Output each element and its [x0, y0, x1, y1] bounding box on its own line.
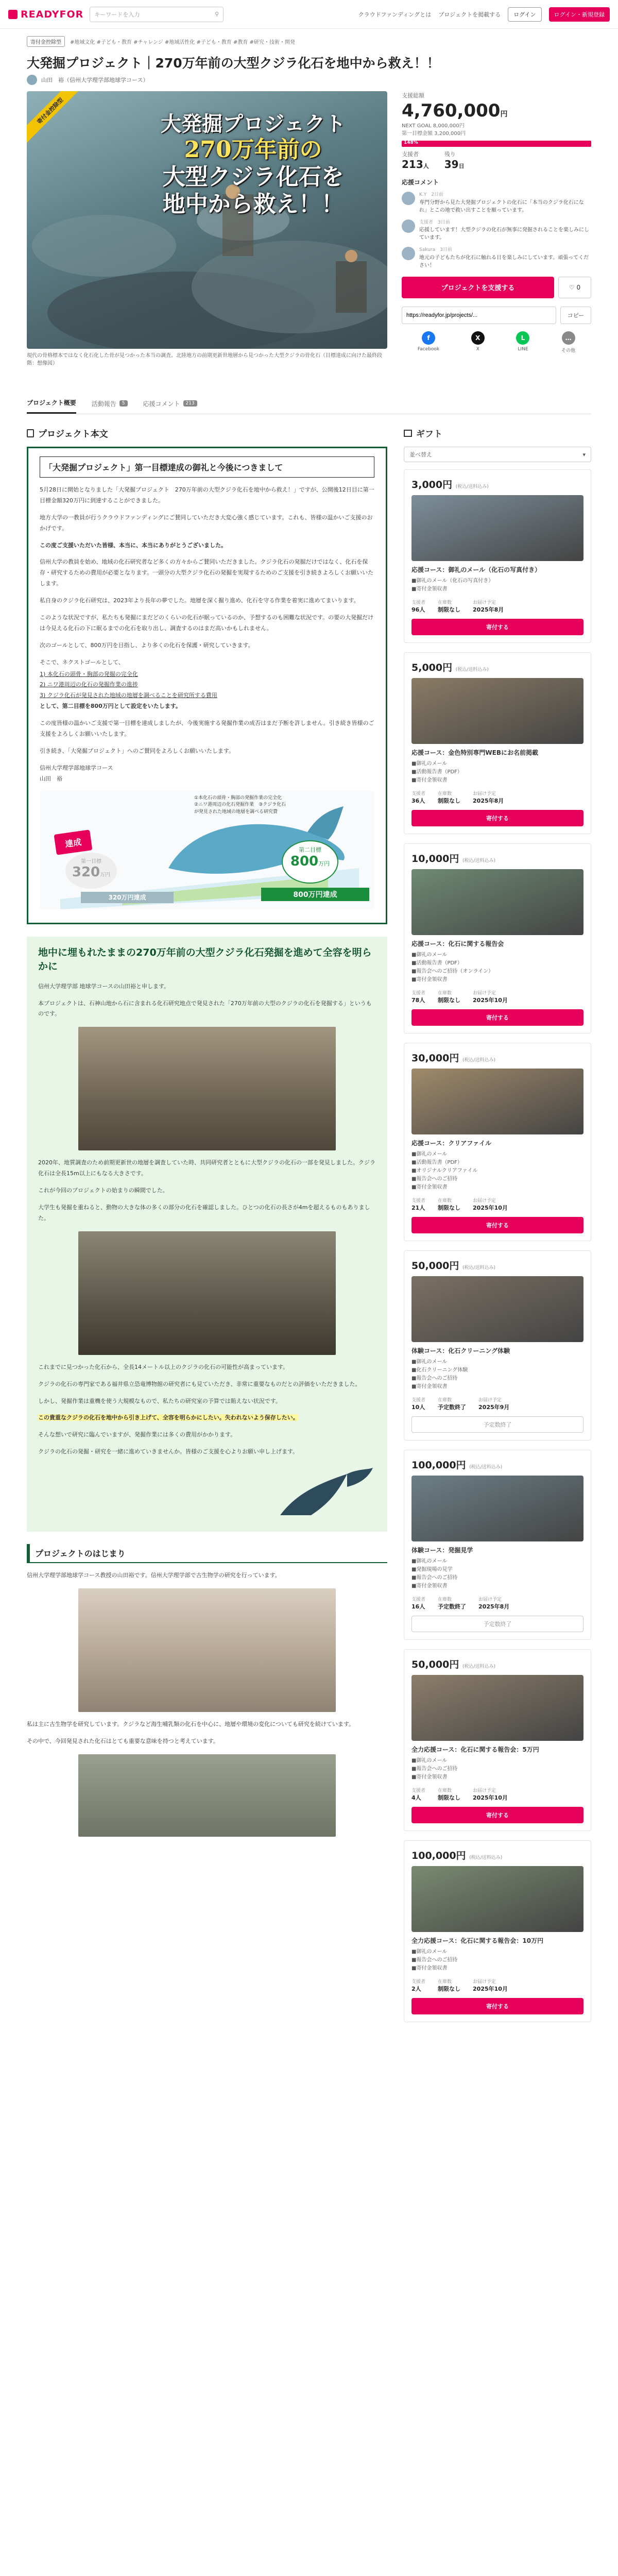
gift-description: ■御礼のメール ■活動報告書（PDF） ■報告会へのご招待（オンライン） ■寄付金領収書 — [411, 952, 494, 982]
gift-stock-value: 制限なし — [438, 1794, 461, 1801]
gift-delivery-label: お届け予定 — [473, 991, 496, 996]
gift-supporters-count: 4人 — [411, 1794, 421, 1801]
gift-supporters — [411, 1197, 425, 1212]
gift-name: 体験コース：化石クリーニング体験 — [411, 1347, 510, 1354]
article-paragraph: このような状況ですが、私たちも発掘にまだどのくらいの化石が眠っているのか、予想するのも困難な状況です。の要の大発掘だけは今見える化石の下に眠るまでの化石を取り出し、調査するのはまだ高いかもしれません。 — [40, 614, 374, 632]
article-paragraph: 5月28日に開始となりました「大発掘プロジェクト 270万年前の大型クジラ化石を地中から救え！」ですが、公開後12日目に第一目標金額320万円に到達することができました。 — [40, 486, 374, 504]
intro-org: 信州大学理学部 地球学コースの山田裕と申します。 — [38, 982, 170, 990]
gift-delivery — [473, 790, 504, 805]
origin-paragraph: その中で、今回発見された化石はとても重要な意味を持つと考えています。 — [27, 1737, 219, 1744]
days-left-label: 残り — [444, 151, 456, 158]
tab-overview[interactable] — [27, 393, 76, 414]
comment-item[interactable] — [402, 192, 591, 214]
tab-comments-count: 213 — [183, 400, 197, 406]
gift-price-note: (税込/送料込み) — [455, 667, 489, 672]
goal1-ribbon: 320万円達成 — [81, 892, 174, 903]
goal1-achieved-stamp: 達成 — [54, 829, 93, 855]
gift-supporters — [411, 1596, 425, 1611]
gift-stock — [438, 599, 460, 614]
support-button[interactable]: プロジェクトを支援する — [402, 277, 554, 298]
comment-text: 応援しています！大型クジラの化石が無事に発掘されることを楽しみにしています。 — [419, 227, 589, 241]
gift-supporters-count: 36人 — [411, 798, 425, 804]
gift-image — [411, 1069, 583, 1134]
gift-supporters-count: 10人 — [411, 1404, 425, 1411]
gift-delivery — [473, 1197, 508, 1212]
gift-delivery-label: お届け予定 — [478, 1398, 502, 1403]
avatar — [402, 192, 415, 205]
goal-update-title: 「大発掘プロジェクト」第一目標達成の御礼と今後につきまして — [40, 456, 374, 478]
gift-delivery-label: お届け予定 — [473, 791, 496, 796]
gift-supporters-label: 支援者 — [411, 1398, 426, 1403]
avatar — [402, 219, 415, 233]
share-facebook-label: Facebook — [417, 346, 440, 352]
gift-delivery-date: 2025年9月 — [478, 1404, 510, 1411]
gift-delivery — [478, 1596, 509, 1611]
favorite-button[interactable]: ♡ 0 — [558, 277, 591, 298]
gift-price-unit: 円 — [449, 1659, 459, 1670]
gift-image — [411, 1276, 583, 1342]
tab-overview-label: プロジェクト概要 — [27, 399, 76, 406]
line-icon: L — [516, 331, 529, 345]
gift-select-button[interactable]: 寄付する — [411, 1217, 583, 1233]
total-amount-unit: 円 — [500, 110, 508, 118]
article-paragraph: 次のゴールとして、800万円を目指し、より多くの化石を保護・研究していきます。 — [40, 641, 254, 649]
gift-name: 応援コース：金色特別専門WEBにお名前掲載 — [411, 749, 538, 756]
gift-price-unit: 円 — [449, 1053, 459, 1064]
gift-price-value: 100,000 — [411, 1460, 456, 1471]
gift-stock-label: 在庫数 — [438, 1198, 452, 1204]
hero-caption: 現代の骨格標本ではなく化石化した骨が見つかった本当の調査。北陸地方の前期更新世地層から見つかった大型クジラの骨化石（目標達成に向けた最終段階：想像図） — [27, 353, 382, 366]
goal2-bubble — [282, 840, 338, 884]
gift-price-unit: 円 — [456, 1850, 466, 1861]
gift-card[interactable] — [404, 469, 591, 643]
site-header — [0, 0, 618, 29]
gift-delivery — [473, 989, 508, 1004]
gift-supporters — [411, 1787, 425, 1802]
days-left-count: 39 — [444, 158, 459, 171]
first-goal: 第一目標金額 3,200,000円 — [402, 131, 466, 137]
tab-comments[interactable] — [143, 393, 197, 414]
intro-title: 地中に埋もれたままの270万年前の大型クジラ化石発掘を進めて全容を明らかに — [38, 946, 372, 973]
gift-price-unit: 円 — [442, 662, 453, 673]
tab-reports[interactable] — [92, 393, 128, 414]
gift-image — [411, 678, 583, 744]
hero-ribbon-text: 寄付金控除型 — [27, 91, 83, 146]
gift-card[interactable] — [404, 843, 591, 1033]
comment-date: 2日前 — [431, 192, 444, 197]
total-amount — [402, 100, 591, 121]
intro-paragraph: これが今回のプロジェクトの始まりの瞬間でした。 — [38, 1187, 168, 1194]
next-goal-intro: そこで、ネクストゴールとして、 — [40, 658, 124, 666]
gift-delivery-date: 2025年10月 — [473, 1794, 508, 1801]
gift-supporters-label: 支援者 — [411, 600, 426, 605]
share-url-field[interactable] — [402, 307, 556, 324]
gift-supporters — [411, 989, 425, 1004]
gift-select-button[interactable]: 寄付する — [411, 810, 583, 826]
progress-percent: 148% — [404, 140, 418, 145]
gift-supporters-label: 支援者 — [411, 1597, 426, 1602]
gift-name: 応援コース：クリアファイル — [411, 1140, 492, 1147]
gift-price — [411, 1657, 583, 1671]
gift-image — [411, 1675, 583, 1741]
gift-price — [411, 1458, 583, 1471]
gift-supporters — [411, 599, 425, 614]
gift-stock — [438, 790, 460, 805]
goal1-unit: 万円 — [100, 872, 111, 878]
gift-description: ■御礼のメール ■報告会へのご招待 ■寄付金領収書 — [411, 1949, 458, 1971]
gift-price-unit: 円 — [449, 1260, 459, 1272]
researcher-photo — [78, 1588, 336, 1712]
intro-paragraph: クジラの化石の発掘・研究を一緒に進めていきませんか。皆様のご支援を心よりお願い申し上げます。 — [38, 1448, 299, 1455]
comment-user: Sakura — [419, 247, 436, 252]
comment-item[interactable] — [402, 247, 591, 269]
gift-stock-label: 在庫数 — [438, 991, 452, 996]
intro-paragraph: 2020年、地質調査のため前期更新世の地層を調査していた時、共同研究者とともに大型クジラの化石の一部を発見しました。クジラ化石は全長15m以上にもなる大きさです。 — [38, 1159, 375, 1177]
avatar — [402, 247, 415, 260]
gift-supporters-label: 支援者 — [411, 991, 426, 996]
gift-stock-label: 在庫数 — [438, 600, 452, 605]
gift-delivery-date: 2025年10月 — [473, 1986, 508, 1992]
gift-stock-value: 制限なし — [438, 997, 461, 1004]
gift-description: ■御礼のメール ■報告会へのご招待 ■寄付金領収書 — [411, 1758, 458, 1780]
gift-select-button[interactable]: 寄付する — [411, 1807, 583, 1823]
signature-name: 山田 裕 — [40, 775, 62, 782]
gift-stock-value: 制限なし — [438, 1205, 461, 1211]
supporters-label: 支援者 — [402, 151, 419, 158]
gift-sort-label: 並べ替え — [409, 451, 432, 458]
gift-image — [411, 869, 583, 935]
owner-name[interactable]: 山田 裕（信州大学理学部地球学コース） — [41, 77, 149, 83]
gift-delivery-date: 2025年10月 — [473, 997, 508, 1004]
share-more[interactable] — [561, 331, 575, 353]
intro-highlight: この貴重なクジラの化石を地中から引き上げて、全容を明らかにしたい。失われないよう保存したい。 — [38, 1414, 299, 1421]
search-placeholder: キーワードを入力 — [94, 11, 140, 18]
goal2-ribbon: 800万円達成 — [261, 888, 369, 901]
gift-supporters-label: 支援者 — [411, 1198, 426, 1204]
comment-date: 3日前 — [440, 247, 452, 252]
intro-paragraph: しかし、発掘作業は重機を使う大規模なもので、私たちの研究室の予算では賄えない状況です。 — [38, 1397, 281, 1404]
goal1-label: 第一目標 — [81, 858, 101, 865]
next-goal-item-3: 3) クジラ化石が発見された地域の地層を調べることを研究所する費用 — [40, 692, 217, 699]
illustration-note: ①本化石の頭骨・胸部の発掘作業の完全化 ②ニワ港周辺の化石発掘作業 ③クジラ化石が発見された地域の地層を調べる研究費 — [194, 795, 287, 815]
project-tabs — [27, 393, 591, 414]
goal1-bubble — [65, 853, 117, 889]
goal2-unit: 万円 — [318, 860, 330, 867]
nav-about[interactable]: クラウドファンディングとは — [358, 11, 432, 18]
article-paragraph: 信州大学の教員を始め、地域の化石研究者など多くの方々からご賛同いただきました。クジラ化石の発掘だけではなく、化石を保存・研究するための費用が必要となります。一頭分の大型クジラ化石の発掘を実現するためのご支援を引き続きよろしくお願いいたします。 — [40, 558, 374, 587]
gift-stock-label: 在庫数 — [438, 1597, 452, 1602]
gift-price-note: (税込/送料込み) — [469, 1855, 503, 1860]
comment-text: 専門分野から見た大発掘プロジェクトの化石に「本当のクジラ化石になれ」とこの地で救い出すことを願っています。 — [419, 199, 584, 213]
gift-price-value: 50,000 — [411, 1260, 450, 1272]
document-icon — [27, 429, 34, 437]
gift-image — [411, 1866, 583, 1932]
gift-supporters-count: 21人 — [411, 1205, 425, 1211]
gift-price-unit: 円 — [449, 853, 459, 865]
readyfor-logo[interactable] — [8, 9, 83, 20]
gift-delivery-date: 2025年8月 — [473, 798, 504, 804]
gift-stock-value: 制限なし — [438, 1986, 461, 1992]
gift-delivery — [478, 1396, 509, 1411]
gift-price-note: (税込/送料込み) — [462, 1664, 496, 1669]
share-x[interactable] — [471, 331, 485, 353]
tab-reports-count: 5 — [119, 400, 128, 406]
share-more-label: その他 — [561, 348, 576, 353]
intro-paragraph: 大学生も発掘を重ねると、動物の大きな体の多くの部分の化石を確認しました。ひとつの化石の長さが4mを超えるものもありました。 — [38, 1204, 370, 1222]
comments-heading: 応援コメント — [402, 179, 439, 186]
gift-price-unit: 円 — [456, 1460, 466, 1471]
goal-update-box — [27, 447, 387, 924]
gift-stock-value: 制限なし — [438, 798, 461, 804]
hero-ribbon — [27, 91, 83, 148]
days-left-unit: 日 — [458, 163, 465, 170]
gift-price-value: 10,000 — [411, 853, 450, 865]
goal2-value: 800 — [290, 853, 319, 869]
tax-deduction-badge: 寄付金控除型 — [27, 36, 65, 47]
origin-heading: プロジェクトのはじまり — [27, 1544, 387, 1563]
tab-reports-label: 活動報告 — [91, 400, 116, 408]
gift-delivery — [473, 599, 504, 614]
intro-paragraph: これまでに見つかった化石から、全長14メートル以上のクジラの化石の可能性が高まっています。 — [38, 1363, 289, 1370]
gift-delivery-label: お届け予定 — [473, 1198, 496, 1204]
intro-paragraph: そんな想いで研究に臨んでいますが、発掘作業には多くの費用がかかります。 — [38, 1431, 236, 1438]
next-goal-item-1: 1) 本化石の頭骨・胸部の発掘の完全化 — [40, 670, 138, 677]
hero-title-line1: 大発掘プロジェクト — [161, 112, 346, 136]
gift-description: ■御礼のメール ■発掘現場の見学 ■報告会へのご招待 ■寄付金領収書 — [411, 1558, 458, 1589]
gift-stock-value: 予定数終了 — [438, 1404, 467, 1411]
gift-delivery-date: 2025年10月 — [473, 1205, 508, 1211]
gift-name: 応援コース：化石に関する報告会 — [411, 940, 504, 947]
gift-stock — [438, 1787, 460, 1802]
next-goal: NEXT GOAL 8,000,000円 — [402, 123, 465, 129]
supporters-count: 213 — [402, 158, 423, 171]
gift-supporters-count: 96人 — [411, 606, 425, 613]
gift-stock-label: 在庫数 — [438, 1979, 452, 1985]
comment-user: K.Y — [419, 192, 427, 197]
gift-price — [411, 477, 583, 491]
gift-description: ■御礼のメール ■活動報告書（PDF） ■寄付金領収書 — [411, 761, 462, 783]
gift-stock-label: 在庫数 — [438, 1788, 452, 1793]
goal2-label: 第二目標 — [299, 846, 321, 853]
share-line[interactable] — [516, 331, 529, 353]
gift-price — [411, 851, 583, 865]
intro-paragraph: 本プロジェクトは、石神山地から石に含まれる化石研究地点で発見された「270万年前の大型のクジラの化石を発掘する」というものです。 — [38, 999, 372, 1018]
progress-bar — [402, 141, 591, 147]
gift-price — [411, 1848, 583, 1862]
nav-publish[interactable]: プロジェクトを掲載する — [438, 11, 501, 18]
comment-date: 3日前 — [438, 219, 450, 225]
next-goal-item-2: 2) ニワ港周辺の化石の発掘作業の進捗 — [40, 681, 138, 688]
gift-card[interactable] — [404, 1649, 591, 1831]
gift-select-button[interactable]: 寄付する — [411, 1998, 583, 2014]
logo-mark-icon — [8, 10, 18, 19]
gift-price-value: 30,000 — [411, 1053, 450, 1064]
gift-price — [411, 660, 583, 674]
gift-price-note: (税込/送料込み) — [462, 1058, 496, 1063]
gift-supporters-count: 2人 — [411, 1986, 421, 1992]
article-paragraph: 引き続き、「大発掘プロジェクト」へのご賛同をよろしくお願いいたします。 — [40, 747, 234, 754]
gift-delivery-date: 2025年8月 — [478, 1603, 510, 1610]
article-paragraph: この度皆様の温かいご支援で第一目標を達成しましたが、今後実施する発掘作業の成否はまだ予断を許しません。引き続き皆様のご支援をよろしくお願いいたします。 — [40, 720, 374, 738]
total-amount-value: 4,760,000 — [402, 100, 501, 121]
copy-url-button[interactable]: コピー — [560, 307, 591, 324]
gift-sold-out-button: 予定数終了 — [411, 1416, 583, 1433]
article-paragraph: 地方大学の一教員が行うクラウドファンディングにご賛同していただき大変心強く感じています。これも、皆様の温かいご支援のおかげです。 — [40, 514, 373, 532]
gift-card[interactable] — [404, 1043, 591, 1241]
gift-price-value: 50,000 — [411, 1659, 450, 1670]
gift-stock-label: 在庫数 — [438, 791, 452, 796]
gift-delivery-label: お届け予定 — [473, 1979, 496, 1985]
gift-price-note: (税込/送料込み) — [462, 1265, 496, 1270]
project-tags[interactable]: #地域文化 #子ども・教育 #チャレンジ #地域活性化 #子ども・教育 #教育 #研究・技術・開発 — [70, 40, 295, 45]
gift-delivery-label: お届け予定 — [473, 600, 496, 605]
origin-paragraph: 信州大学理学部地球学コース教授の山田裕です。信州大学理学部で古生物学の研究を行っています。 — [27, 1572, 281, 1579]
gift-supporters — [411, 790, 425, 805]
fossil-photo — [78, 1231, 336, 1355]
total-label: 支援総額 — [402, 92, 424, 99]
gift-supporters-label: 支援者 — [411, 1788, 426, 1793]
gift-sort-select[interactable] — [404, 447, 591, 462]
gift-name: 全力応援コース：化石に関する報告会：10万円 — [411, 1937, 544, 1944]
gift-supporters-label: 支援者 — [411, 791, 426, 796]
gift-select-button[interactable]: 寄付する — [411, 619, 583, 635]
field-photo — [78, 1754, 336, 1837]
article-section-title: プロジェクト本文 — [38, 429, 108, 439]
gift-supporters — [411, 1396, 425, 1411]
gift-price-value: 5,000 — [411, 662, 443, 673]
gift-price-value: 3,000 — [411, 479, 443, 490]
gift-price-note: (税込/送料込み) — [455, 484, 489, 489]
goal-illustration — [40, 791, 374, 909]
gift-stock — [438, 989, 460, 1004]
gift-name: 応援コース：御礼のメール（化石の写真付き） — [411, 566, 541, 573]
gift-stock — [438, 1596, 466, 1611]
signup-button[interactable]: ログイン・新規登録 — [549, 7, 610, 22]
search-icon: ⚲ — [215, 11, 219, 18]
gift-name: 全力応援コース：化石に関する報告会：5万円 — [411, 1746, 539, 1753]
gift-price-note: (税込/送料込み) — [469, 1465, 503, 1470]
gift-card[interactable] — [404, 1250, 591, 1440]
gift-delivery — [473, 1978, 508, 1993]
gift-stock-label: 在庫数 — [438, 1398, 452, 1403]
supporters-unit: 人 — [423, 163, 429, 170]
gift-description: ■御礼のメール（化石の写真付き） ■寄付金領収書 — [411, 578, 494, 592]
gift-stock-value: 予定数終了 — [438, 1603, 467, 1610]
logo-text: READYFOR — [21, 8, 84, 20]
origin-paragraph: 私は主に古生物学を研究しています。クジラなど海生哺乳類の化石を中心に、地層や環境の変化についても研究を続けています。 — [27, 1721, 355, 1728]
signature-org: 信州大学理学部地球学コース — [40, 764, 113, 771]
search-input[interactable] — [90, 7, 224, 22]
progress-fill — [402, 141, 591, 147]
comment-text: 地元の子どもたちが化石に触れる日を楽しみにしています。頑張ってください！ — [419, 255, 589, 268]
page-title: 大発掘プロジェクト｜270万年前の大型クジラ化石を地中から救え！！ — [27, 56, 440, 71]
gift-price-note: (税込/送料込み) — [462, 858, 496, 863]
gift-card[interactable] — [404, 1840, 591, 2022]
share-line-label: LINE — [518, 346, 528, 352]
goal1-value: 320 — [72, 864, 100, 880]
facebook-icon: f — [422, 331, 435, 345]
gift-supporters-count: 78人 — [411, 997, 425, 1004]
gift-sold-out-button: 予定数終了 — [411, 1616, 583, 1632]
gift-stock — [438, 1978, 460, 1993]
chevron-down-icon: ▾ — [582, 451, 586, 458]
gift-stock-value: 制限なし — [438, 606, 461, 613]
intro-box — [27, 937, 387, 1532]
article-thanks: この度ご支援いただいた皆様、本当に、本当にありがとうございました。 — [40, 541, 227, 549]
next-goal-summary: として、第二目標を800万円として設定をいたします。 — [40, 703, 181, 710]
excavation-photo — [78, 1027, 336, 1150]
tab-comments-label: 応援コメント — [143, 400, 180, 408]
gift-stock — [438, 1197, 460, 1212]
gift-supporters-count: 16人 — [411, 1603, 425, 1610]
intro-paragraph: クジラの化石の専門家である福井県立恐竜博物館の研究者にも見ていただき、非常に重要なものだとの評価をいただきました。 — [38, 1380, 361, 1387]
x-icon: X — [471, 331, 485, 345]
gift-description: ■御礼のメール ■活動報告書（PDF） ■オリジナルクリアファイル ■報告会へのご招待 ■寄付金領収書 — [411, 1151, 478, 1190]
gift-delivery-label: お届け予定 — [478, 1597, 502, 1602]
gift-price-unit: 円 — [442, 479, 453, 490]
gift-delivery-label: お届け予定 — [473, 1788, 496, 1793]
gift-select-button[interactable]: 寄付する — [411, 1009, 583, 1026]
gift-card[interactable] — [404, 652, 591, 834]
gift-image — [411, 1476, 583, 1541]
hero-image — [27, 91, 387, 349]
hero-title-line2: 270万年前の — [184, 137, 322, 163]
gift-name: 体験コース：発掘見学 — [411, 1547, 473, 1554]
gift-supporters — [411, 1978, 425, 1993]
gift-price-value: 100,000 — [411, 1850, 456, 1861]
more-icon: … — [562, 331, 575, 345]
gift-price — [411, 1050, 583, 1064]
whale-tail-illustration — [38, 1464, 373, 1520]
gift-card[interactable] — [404, 1450, 591, 1640]
gift-image — [411, 495, 583, 561]
comment-item[interactable] — [402, 219, 591, 242]
gift-section-title: ギフト — [416, 429, 442, 439]
gift-price — [411, 1258, 583, 1272]
article-paragraph: 私自身のクジラ化石研究は、2023年より長年の夢でした。地層を深く掘り進め、化石を守る作業を着実に進めてまいります。 — [40, 597, 359, 604]
login-button[interactable]: ログイン — [508, 7, 541, 22]
hero-title-line3: 大型クジラ化石を — [162, 163, 344, 190]
hero-title-line4: 地中から救え！！ — [162, 191, 344, 217]
share-x-label: X — [476, 346, 479, 352]
gift-icon — [404, 430, 412, 437]
comment-user: 支援者 — [419, 219, 434, 225]
gift-delivery — [473, 1787, 508, 1802]
gift-description: ■御礼のメール ■化石クリーニング体験 ■報告会へのご招待 ■寄付金領収書 — [411, 1359, 468, 1389]
gift-stock — [438, 1396, 466, 1411]
share-facebook[interactable] — [418, 331, 439, 353]
gift-supporters-label: 支援者 — [411, 1979, 426, 1985]
gift-delivery-date: 2025年8月 — [473, 606, 504, 613]
owner-avatar[interactable] — [27, 75, 37, 85]
